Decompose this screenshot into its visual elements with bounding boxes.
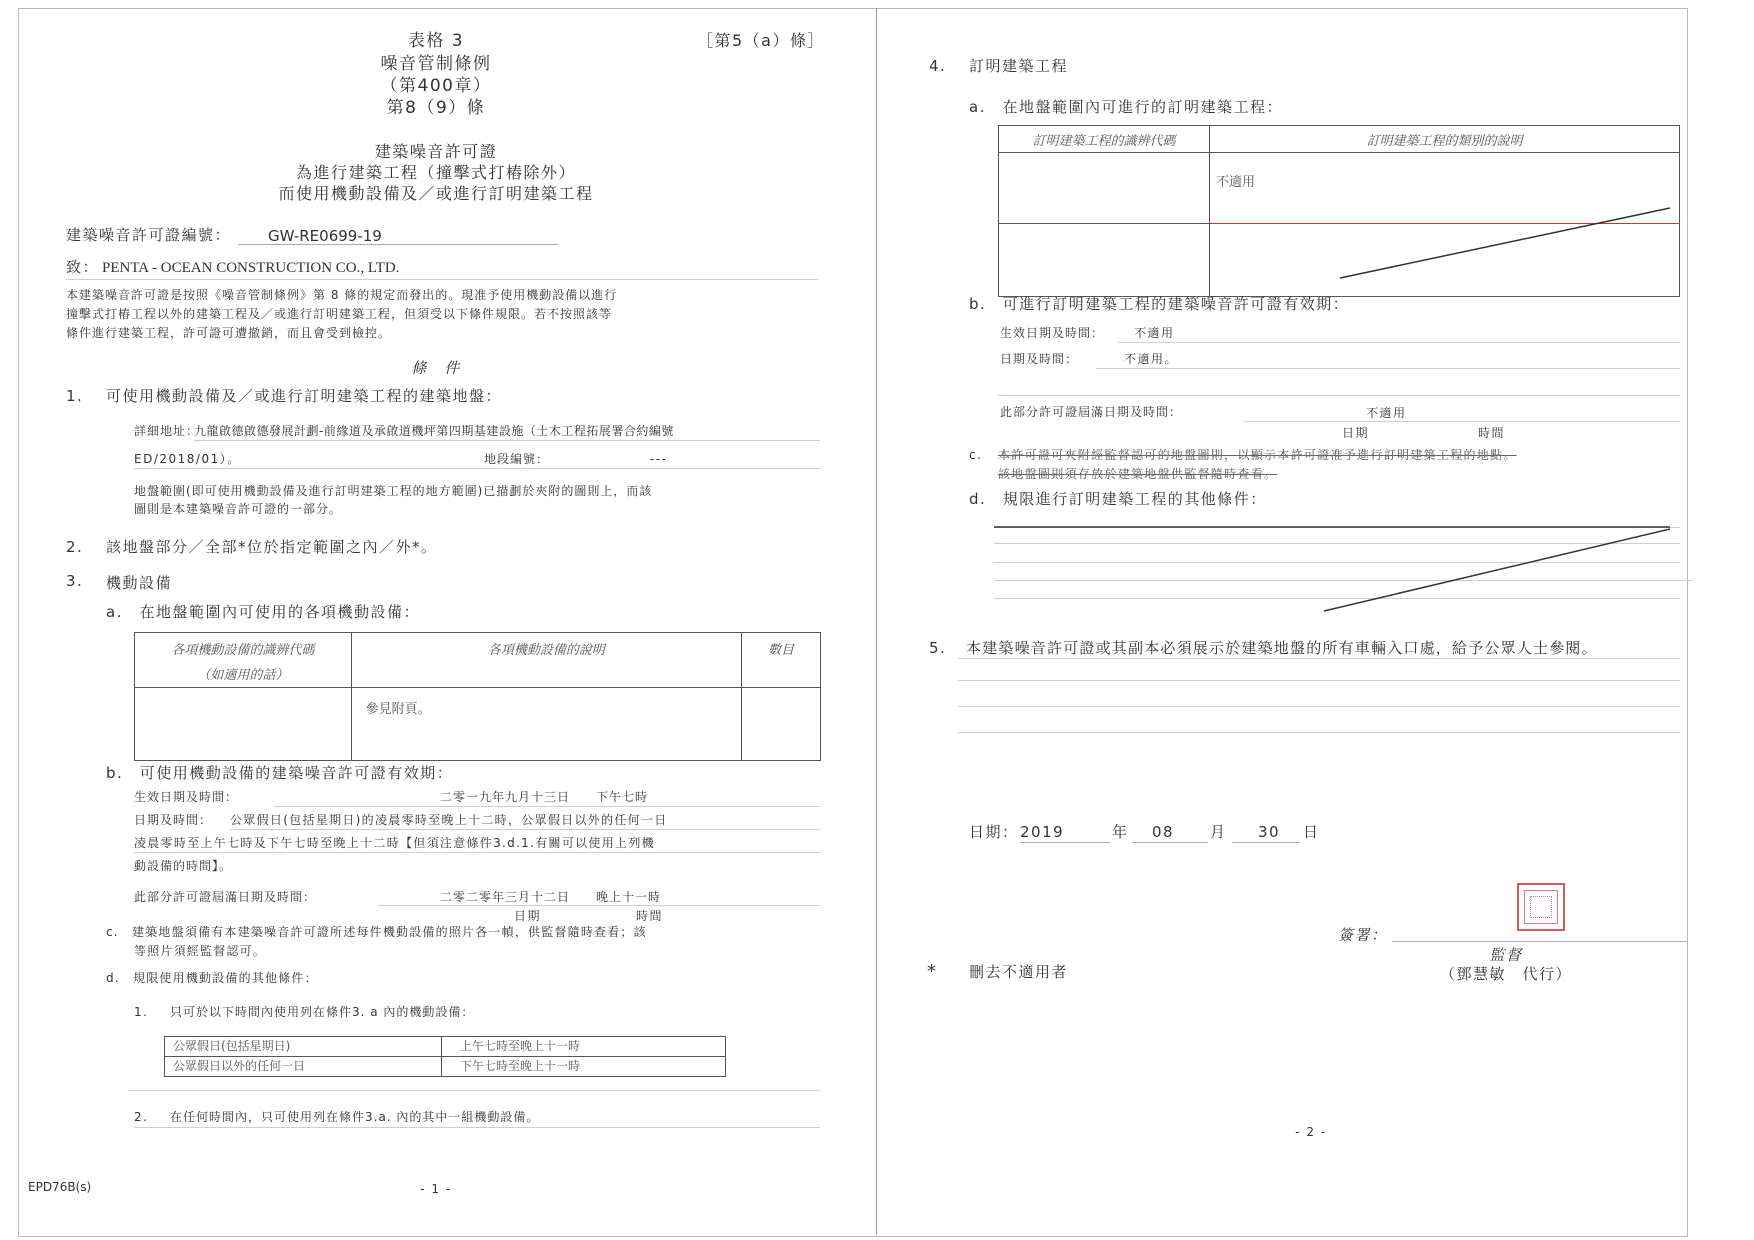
- hours-row-2-day: 公眾假日以外的任何一日: [165, 1057, 442, 1077]
- permit-title: 建築噪音許可證: [374, 142, 498, 161]
- works-hours-rule-1: [1096, 368, 1680, 369]
- footnote-text: 刪去不適用者: [969, 963, 1069, 981]
- condition-3-number: 3.: [66, 572, 84, 590]
- works-expiry-value: 不適用: [1366, 406, 1407, 420]
- lot-number: ---: [650, 452, 668, 466]
- permit-number-rule: [238, 244, 558, 245]
- recipient-rule: [66, 279, 818, 280]
- permit-subtitle-2: 而使用機動設備及／或進行訂明建築工程: [278, 184, 594, 203]
- site-scope-line-2: 圖則是本建築噪音許可證的一部分。: [134, 502, 343, 516]
- equipment-description-cell: 參見附頁。: [351, 688, 741, 761]
- address-line-2: ED/2018/01）。: [134, 452, 241, 466]
- works-effective-rule: [1118, 342, 1680, 343]
- condition-5-rule-3: [958, 706, 1680, 707]
- signature-label: 簽署：: [1338, 926, 1388, 944]
- condition-3d-text: d. 規限使用機動設備的其他條件：: [106, 971, 318, 985]
- works-expiry-label: 此部分許可證屆滿日期及時間：: [1000, 405, 1183, 419]
- equipment-expiry-time-caption: 時間: [636, 909, 664, 923]
- works-description-header: 訂明建築工程的類別的說明: [1210, 126, 1680, 153]
- issue-date-label: 日期：: [969, 823, 1019, 841]
- condition-3d1-number: 1.: [134, 1005, 149, 1019]
- equipment-expiry-label: 此部分許可證屆滿日期及時間：: [134, 890, 317, 904]
- official-seal-stamp: [1517, 883, 1565, 931]
- equipment-code-cell: [135, 688, 352, 761]
- page-number-2: - 2 -: [1295, 1125, 1327, 1139]
- issue-day-rule: [1232, 842, 1300, 843]
- conditions-heading: 條 件: [411, 359, 461, 377]
- equipment-effective-value: 二零一九年九月十三日 下午七時: [440, 790, 649, 804]
- hours-row-1-time: 上午七時至晚上十一時: [442, 1037, 726, 1057]
- signing-authority: 監督: [1489, 946, 1523, 964]
- chapter: （第400章）: [380, 76, 492, 96]
- condition-4c-line-2: 該地盤圖則須存放於建築地盤供監督隨時查看。: [998, 467, 1278, 481]
- lot-label: 地段編號：: [484, 452, 550, 466]
- address-label: 詳細地址：: [134, 424, 200, 438]
- condition-4c-line-1: 本許可證可夾附經監督認可的地盤圖則，以顯示本許可證准予進行訂明建築工程的地點。: [998, 448, 1517, 462]
- condition-3c-line-2: 等照片須經監督認可。: [134, 944, 267, 958]
- condition-3b-text: b. 可使用機動設備的建築噪音許可證有效期：: [106, 764, 454, 782]
- hours-row-1-day: 公眾假日(包括星期日): [165, 1037, 442, 1057]
- equipment-code-header: 各項機動設備的識辨代碼 （如適用的話）: [135, 633, 352, 688]
- works-code-header: 訂明建築工程的識辨代碼: [999, 126, 1210, 153]
- hours-row-2-time: 下午七時至晚上十一時: [442, 1057, 726, 1077]
- works-expiry-date-caption: 日期: [1342, 426, 1370, 440]
- clause-reference: ［第5（a）條］: [697, 31, 825, 50]
- works-hours-rule-2: [998, 395, 1680, 396]
- condition-3a-text: a. 在地盤範圍內可使用的各項機動設備：: [106, 603, 420, 621]
- equipment-description-header: 各項機動設備的說明: [351, 633, 741, 688]
- works-effective-value: 不適用: [1134, 326, 1175, 340]
- issue-month-unit: 月: [1210, 823, 1227, 841]
- works-hours-value: 不適用。: [1124, 352, 1179, 366]
- condition-3d2-rule: [134, 1127, 820, 1128]
- works-description-cell: 不適用: [1210, 153, 1680, 224]
- equipment-hours-line-2: 凌晨零時至上午七時及下午七時至晚上十二時【但須注意條件3.d.1.有關可以使用上列機: [134, 836, 655, 850]
- permit-subtitle-1: 為進行建築工程（撞擊式打樁除外）: [295, 163, 577, 182]
- condition-2-text: 該地盤部分／全部*位於指定範圍之內／外*。: [106, 538, 438, 556]
- equipment-hours-rule-2: [134, 852, 820, 853]
- footnote-asterisk: *: [927, 961, 938, 982]
- works-effective-label: 生效日期及時間：: [1000, 326, 1105, 340]
- equipment-hours-label: 日期及時間：: [134, 813, 213, 827]
- page-divider: [876, 8, 877, 1235]
- equipment-hours-line-1: 公眾假日(包括星期日)的凌晨零時至晚上十二時，公眾假日以外的任何一日: [230, 813, 668, 827]
- equipment-effective-rule: [274, 806, 820, 807]
- address-line-1: 九龍啟德啟德發展計劃-前緣道及承啟道機坪第四期基建設施（土木工程拓展署合約編號: [194, 424, 674, 438]
- condition-5-rule-1: [958, 658, 1680, 659]
- hours-table-rule: [128, 1090, 820, 1091]
- condition-5-number: 5.: [929, 639, 947, 657]
- condition-1-text: 可使用機動設備及／或進行訂明建築工程的建築地盤：: [106, 387, 503, 405]
- signature-rule: [1392, 941, 1688, 942]
- intro-line-2: 撞擊式打樁工程以外的建築工程及／或進行訂明建築工程，但須受以下條件規限。若不按照該等: [66, 307, 613, 321]
- works-table-cancel-line: [998, 200, 1682, 280]
- condition-1-number: 1.: [66, 387, 84, 405]
- condition-4-title: 訂明建築工程: [969, 57, 1069, 75]
- condition-3c-line-1: c. 建築地盤須備有本建築噪音許可證所述每件機動設備的照片各一幀，供監督隨時查看；該: [106, 925, 647, 939]
- issue-day-unit: 日: [1303, 823, 1320, 841]
- condition-4-number: 4.: [929, 57, 947, 75]
- intro-line-1: 本建築噪音許可證是按照《噪音管制條例》第 8 條的規定而發出的。現准予使用機動設備以進行: [66, 288, 618, 302]
- condition-4b-text: b. 可進行訂明建築工程的建築噪音許可證有效期：: [969, 295, 1350, 313]
- works-expiry-rule: [1244, 421, 1680, 422]
- intro-line-3: 條件進行建築工程，許可證可遭撤銷，而且會受到檢控。: [66, 326, 392, 340]
- ordinance-title: 噪音管制條例: [380, 54, 492, 74]
- condition-3d1-text: 只可於以下時間內使用列在條件3. a 內的機動設備：: [170, 1005, 475, 1019]
- equipment-quantity-cell: [742, 688, 821, 761]
- condition-5-text: 本建築噪音許可證或其副本必須展示於建築地盤的所有車輛入口處，給予公眾人士參閱。: [966, 639, 1598, 657]
- equipment-quantity-header: 數目: [742, 633, 821, 688]
- condition-3-title: 機動設備: [106, 574, 173, 592]
- page-number-1: - 1 -: [420, 1182, 452, 1196]
- recipient-label: 致：: [66, 258, 100, 276]
- equipment-hours-line-3: 動設備的時間】。: [134, 859, 233, 873]
- condition-4d-text: d. 規限進行訂明建築工程的其他條件：: [969, 490, 1267, 508]
- equipment-expiry-date-caption: 日期: [514, 909, 542, 923]
- issue-month-rule: [1132, 842, 1208, 843]
- address-rule-1: [194, 440, 820, 441]
- operating-hours-table: [164, 1036, 726, 1077]
- form-code: EPD76B(s): [28, 1180, 92, 1194]
- section: 第8（9）條: [386, 98, 486, 118]
- condition-5-rule-2: [958, 680, 1680, 681]
- issue-year-unit: 年: [1112, 823, 1129, 841]
- site-scope-line-1: 地盤範圍(即可使用機動設備及進行訂明建築工程的地方範圍)已描劃於夾附的圖則上，而該: [134, 484, 653, 498]
- issue-year: 2019: [1020, 823, 1065, 841]
- equipment-effective-label: 生效日期及時間：: [134, 790, 239, 804]
- works-hours-label: 日期及時間：: [1000, 352, 1079, 366]
- condition-3d2-number: 2.: [134, 1110, 149, 1124]
- equipment-expiry-value: 二零二零年三月十二日 晚上十一時: [440, 890, 662, 904]
- works-other-cancel-line: [994, 525, 1694, 615]
- equipment-hours-rule-1: [230, 829, 820, 830]
- permit-number: GW-RE0699-19: [268, 227, 382, 245]
- recipient-name: PENTA - OCEAN CONSTRUCTION CO., LTD.: [102, 260, 400, 276]
- equipment-expiry-rule: [378, 905, 820, 906]
- condition-2-number: 2.: [66, 538, 84, 556]
- address-rule-2: [134, 468, 820, 469]
- works-expiry-time-caption: 時間: [1478, 426, 1506, 440]
- permit-number-label: 建築噪音許可證編號：: [66, 226, 232, 244]
- signatory-name: （鄧慧敏 代行）: [1439, 965, 1573, 983]
- issue-day: 30: [1258, 823, 1281, 841]
- condition-4a-text: a. 在地盤範圍內可進行的訂明建築工程：: [969, 98, 1283, 116]
- condition-4c-label: c.: [969, 448, 983, 462]
- condition-3d2-text: 在任何時間內，只可使用列在條件3.a. 內的其中一組機動設備。: [170, 1110, 540, 1124]
- form-number: 表格 3: [407, 31, 465, 51]
- condition-5-rule-4: [958, 732, 1680, 733]
- issue-month: 08: [1152, 823, 1175, 841]
- issue-year-rule: [1020, 842, 1110, 843]
- equipment-table: [134, 632, 821, 761]
